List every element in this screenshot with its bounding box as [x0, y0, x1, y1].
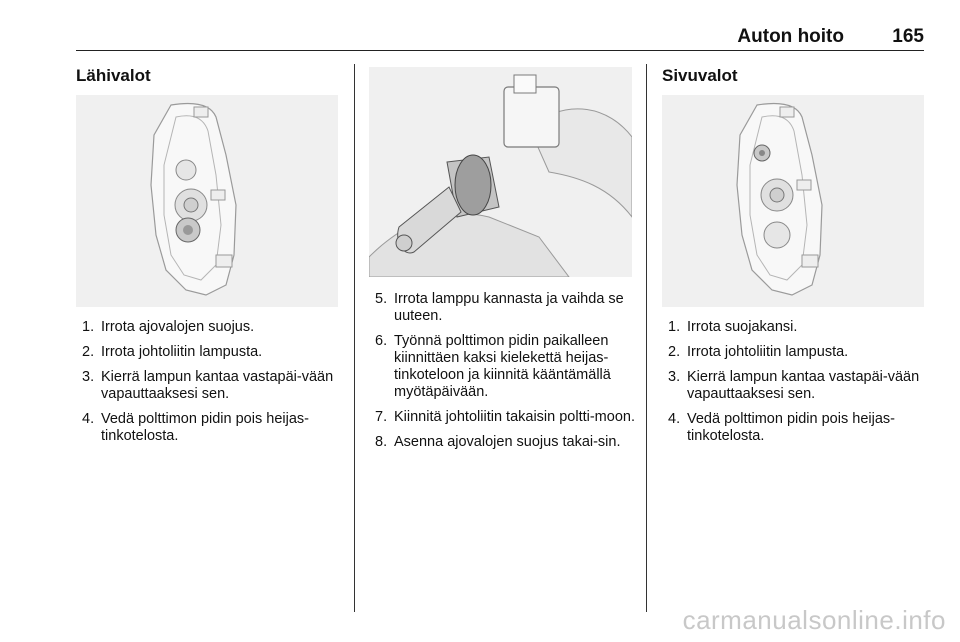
left-heading: Lähivalot — [76, 66, 151, 85]
list-item: 4. Vedä polttimon pidin pois heijas-tinkotelosta. — [668, 411, 895, 444]
list-item: 3. Kierrä lampun kantaa vastapäi-vään vapauttaaksesi sen. — [668, 369, 920, 402]
list-item: 8. Asenna ajovalojen suojus takai-sin. — [375, 434, 621, 450]
list-item: 2. Irrota johtoliitin lampusta. — [82, 344, 263, 360]
header-rule — [76, 50, 924, 51]
list-item: 1. Irrota suojakansi. — [668, 319, 798, 335]
list-item: 7. Kiinnitä johtoliitin takaisin poltti-moon. — [375, 409, 635, 425]
page-number: 165 — [892, 26, 924, 47]
section-title: Auton hoito — [737, 26, 844, 47]
list-item: 4. Vedä polttimon pidin pois heijas-tinkotelosta. — [82, 411, 309, 444]
column-divider-left — [354, 64, 355, 612]
watermark: carmanualsonline.info — [682, 605, 946, 635]
column-divider-right — [646, 64, 647, 612]
list-item: 3. Kierrä lampun kantaa vastapäi-vään vapauttaaksesi sen. — [82, 369, 334, 402]
side-light-illustration — [662, 95, 924, 307]
headlamp-low-beam-illustration — [76, 95, 338, 307]
right-heading: Sivuvalot — [662, 66, 738, 85]
list-item: 2. Irrota johtoliitin lampusta. — [668, 344, 849, 360]
bulb-replacement-illustration — [369, 67, 632, 277]
list-item: 5. Irrota lamppu kannasta ja vaihda se uuteen. — [375, 291, 624, 324]
page-header — [76, 26, 924, 50]
list-item: 1. Irrota ajovalojen suojus. — [82, 319, 255, 335]
right-steps — [668, 319, 930, 453]
left-steps — [82, 319, 344, 453]
middle-steps — [375, 291, 637, 459]
list-item: 6. Työnnä polttimon pidin paikalleen kiinnittäen kaksi kielekettä heijas-tinkoteloon ja kiinnitä kääntämällä myötäpäivään. — [375, 333, 611, 400]
